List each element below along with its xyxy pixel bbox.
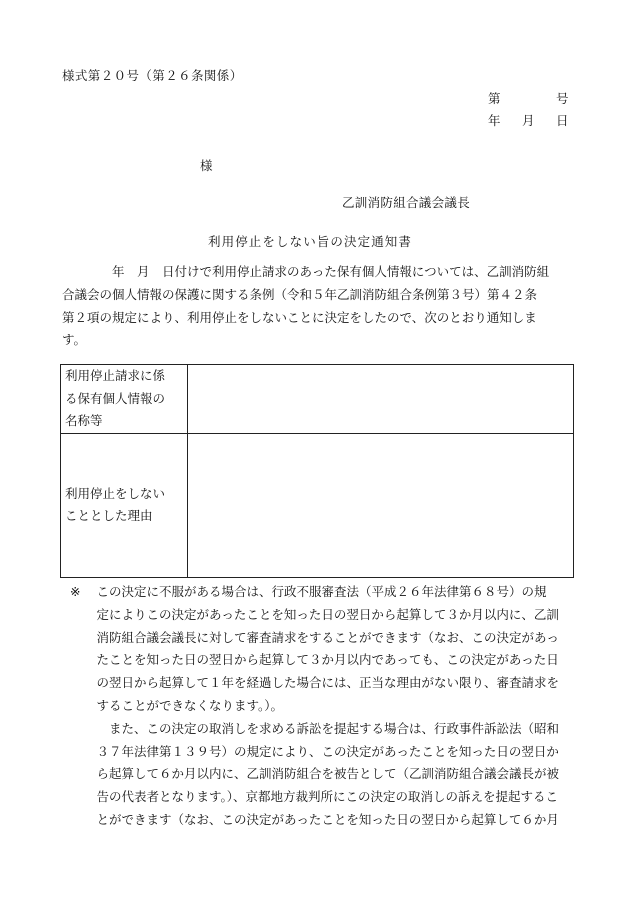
sender-name: 乙訓消防組合議会議長 [342, 195, 471, 210]
note-line: 定によりこの決定があったことを知った日の翌日から起算して３か月以内に、乙訓 [84, 606, 559, 622]
note-line: この決定に不服がある場合は、行政不服審査法（平成２６年法律第６８号）の規 [84, 584, 547, 599]
note-line: することができなくなります。）。 [84, 697, 284, 713]
document-title: 利用停止をしない旨の決定通知書 [208, 234, 413, 249]
reason-value [188, 433, 574, 577]
date-year-label: 年 [488, 113, 501, 128]
note-mark: ※ [70, 584, 81, 599]
body-line: 第２項の規定により、利用停止をしないことに決定をしたので、次のとおり通知しま [62, 309, 537, 325]
label-line: 利用停止をしない [65, 485, 166, 501]
body-line: 年 月 日付けで利用停止請求のあった保有個人情報については、乙訓消防組 [62, 264, 550, 279]
note-line: また、この決定の取消しを求める訴訟を提起する場合は、行政事件訴訟法（昭和 [84, 720, 560, 736]
note-line: たことを知った日の翌日から起算して３か月以内であっても、この決定があった日 [84, 652, 559, 668]
note-line: ら起算して６か月以内に、乙訓消防組合を被告として（乙訓消防組合議会議長が被 [84, 766, 560, 782]
appeal-note [84, 581, 559, 832]
info-name-value [188, 365, 574, 434]
date-day-label: 日 [556, 113, 569, 128]
document-number-suffix: 号 [556, 91, 569, 106]
note-line: ３７年法律第１３９号）の規定により、この決定があったことを知った日の翌日か [84, 743, 559, 759]
note-line: の翌日から起算して１年を経過した場合には、正当な理由がない限り、審査請求を [84, 675, 560, 691]
reason-label [61, 433, 188, 577]
body-line: す。 [62, 332, 87, 348]
form-number: 様式第２０号（第２６条関係） [62, 68, 243, 83]
document-number-label: 第 [488, 91, 501, 106]
label-line: 名称等 [65, 413, 103, 428]
table-row [61, 365, 574, 434]
note-line: 告の代表者となります。）、京都地方裁判所にこの決定の取消しの訴えを提起するこ [84, 789, 559, 805]
info-name-label [61, 365, 188, 434]
label-line: こととした理由 [65, 508, 153, 523]
body-paragraph [62, 261, 576, 352]
date-month-label: 月 [522, 113, 535, 128]
label-line: 利用停止請求に係 [65, 368, 166, 383]
note-line: とができます（なお、この決定があったことを知った日の翌日から起算して６か月 [84, 811, 559, 827]
note-line: 消防組合議会議長に対して審査請求をすることができます（なお、この決定があっ [84, 629, 559, 645]
body-line: 合議会の個人情報の保護に関する条例（令和５年乙訓消防組合条例第３号）第４２条 [62, 286, 538, 302]
table-row [61, 433, 574, 577]
label-line: る保有個人情報の [65, 390, 166, 406]
recipient-honorific: 様 [200, 158, 213, 173]
info-table [60, 364, 574, 578]
